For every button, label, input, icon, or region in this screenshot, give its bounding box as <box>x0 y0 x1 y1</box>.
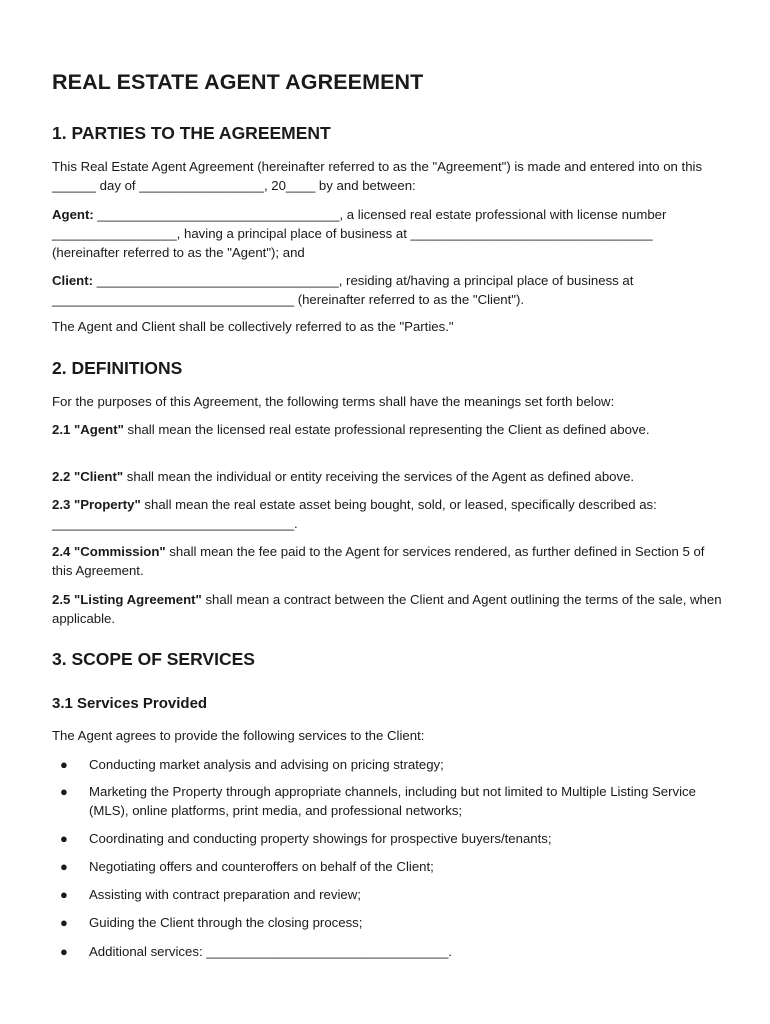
bullet-icon: ● <box>60 859 68 874</box>
definition-item <box>52 467 722 486</box>
definition-text: shall mean the licensed real estate professional representing the Client as defined above. <box>123 422 650 437</box>
bullet-icon: ● <box>60 831 68 846</box>
section-1-heading: 1. PARTIES TO THE AGREEMENT <box>52 123 331 143</box>
definition-text: shall mean the real estate asset being bought, sold, or leased, specifically described as: _________________________________. <box>52 497 657 531</box>
list-item-text: Conducting market analysis and advising on pricing strategy; <box>89 757 444 772</box>
client-label: Client: <box>52 273 94 288</box>
section-1-intro: This Real Estate Agent Agreement (hereinafter referred to as the "Agreement") is made and entered into on this ______ day of _________________, 20____ by and between: <box>52 159 703 193</box>
definition-text: shall mean the fee paid to the Agent for services rendered, as further defined in Section 5 of this Agreement. <box>52 544 705 578</box>
parties-paragraph: The Agent and Client shall be collectively referred to as the "Parties." <box>52 319 454 334</box>
definition-text: shall mean the individual or entity receiving the services of the Agent as defined above. <box>123 469 635 484</box>
definition-item <box>52 542 722 580</box>
definition-term: 2.4 "Commission" <box>52 544 166 559</box>
list-item-text: Assisting with contract preparation and review; <box>89 887 361 902</box>
section-2-intro: For the purposes of this Agreement, the following terms shall have the meanings set forth below: <box>52 394 615 409</box>
bullet-icon: ● <box>60 887 68 902</box>
list-item-text: Additional services: _________________________________. <box>89 944 452 959</box>
subsection-3-1-heading: 3.1 Services Provided <box>52 695 208 712</box>
definition-item <box>52 420 722 439</box>
bullet-icon: ● <box>60 944 68 959</box>
definition-term: 2.5 "Listing Agreement" <box>52 592 202 607</box>
definition-item <box>52 590 722 628</box>
list-item-text: Marketing the Property through appropriate channels, including but not limited to Multiple Listing Service (MLS), online platforms, print media, and professional networks; <box>89 784 696 818</box>
section-3-intro: The Agent agrees to provide the following services to the Client: <box>52 728 425 743</box>
bullet-icon: ● <box>60 757 68 772</box>
definition-item <box>52 495 722 533</box>
section-3-heading: 3. SCOPE OF SERVICES <box>52 649 255 669</box>
list-item-text: Negotiating offers and counteroffers on behalf of the Client; <box>89 859 434 874</box>
list-item-text: Guiding the Client through the closing process; <box>89 915 363 930</box>
agent-label: Agent: <box>52 207 94 222</box>
list-item-text: Coordinating and conducting property showings for prospective buyers/tenants; <box>89 831 552 846</box>
definition-term: 2.1 "Agent" <box>52 422 124 437</box>
definition-term: 2.3 "Property" <box>52 497 141 512</box>
section-2-heading: 2. DEFINITIONS <box>52 358 183 378</box>
document-title: REAL ESTATE AGENT AGREEMENT <box>52 70 424 94</box>
definition-text: shall mean a contract between the Client and Agent outlining the terms of the sale, when applicable. <box>52 592 722 626</box>
definition-term: 2.2 "Client" <box>52 469 124 484</box>
bullet-icon: ● <box>60 784 68 799</box>
agent-text: _________________________________, a licensed real estate professional with license number _________________, having a principal place of business at _________________________________ (hereinafter referred to as the "Agent"); and <box>52 207 667 260</box>
client-paragraph <box>52 271 722 309</box>
client-text: _________________________________, residing at/having a principal place of business at _________________________________ (hereinafter referred to as the "Client"). <box>52 273 634 307</box>
bullet-icon: ● <box>60 915 68 930</box>
agent-paragraph <box>52 205 722 262</box>
